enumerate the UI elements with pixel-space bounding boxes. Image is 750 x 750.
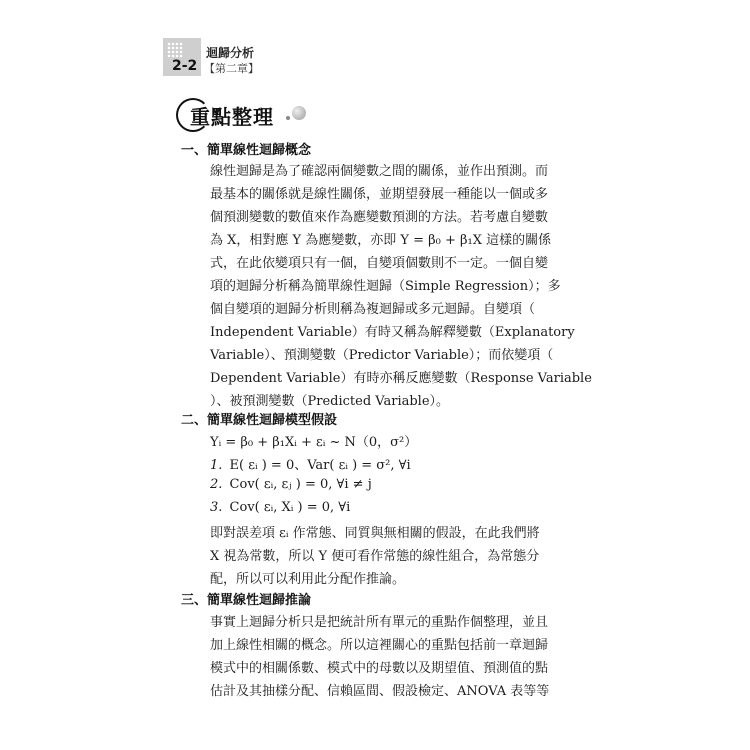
- paragraph-line: 項的迴歸分析稱為簡單線性迴歸（Simple Regression）；多: [210, 279, 561, 294]
- paragraph-line: 事實上迴歸分析只是把統計所有單元的重點作個整理，並且: [210, 615, 549, 630]
- paragraph-line: 最基本的關係就是線性關係，並期望發展一種能以一個或多: [210, 187, 549, 202]
- paragraph-line: 即對誤差項 εᵢ 作常態、同質與無相關的假設，在此我們將: [210, 526, 540, 541]
- paragraph-line: 配，所以可以利用此分配作推論。: [210, 572, 406, 587]
- model-formula: Yᵢ = β₀ + β₁Xᵢ + εᵢ ~ N（0，σ²）: [210, 435, 418, 450]
- assumption-1: [210, 454, 411, 473]
- assumption-number: 3.: [210, 500, 223, 515]
- paragraph-line: 為 X，相對應 Y 為應變數，亦即 Y = β₀ + β₁X 這樣的關係: [210, 233, 552, 248]
- paragraph-line: 加上線性相關的概念。所以這裡關心的重點包括前一章迴歸: [210, 638, 549, 653]
- paragraph-line: Independent Variable）有時又稱為解釋變數（Explanatory: [210, 325, 575, 340]
- assumption-formula: E( εᵢ ) = 0、Var( εᵢ ) = σ², ∀i: [229, 458, 411, 473]
- paragraph-line: Dependent Variable）有時亦稱反應變數（Response Variable: [210, 371, 592, 386]
- paragraph-line: ）、被預測變數（Predicted Variable）。: [210, 394, 450, 409]
- section-title-3: 三、簡單線性迴歸推論: [181, 593, 312, 608]
- paragraph-line: 式，在此依變項只有一個，自變項個數則不一定。一個自變: [210, 256, 549, 271]
- assumption-number: 1.: [210, 458, 223, 473]
- assumption-number: 2.: [210, 477, 223, 492]
- paragraph-line: 模式中的相關係數、模式中的母數以及期望值、預測值的點: [210, 661, 549, 676]
- assumption-2: [210, 477, 372, 492]
- assumption-formula: Cov( εᵢ, Xᵢ ) = 0, ∀i: [229, 500, 351, 515]
- chapter-title: 迴歸分析: [206, 46, 255, 60]
- page-number: 2-2: [172, 58, 198, 74]
- dot-icon: [292, 106, 306, 120]
- heading-title: 重點整理: [190, 105, 274, 129]
- small-dot-icon: [286, 116, 290, 120]
- grid-icon: [167, 42, 183, 58]
- paragraph-line: 個預測變數的數值來作為應變數預測的方法。若考慮自變數: [210, 210, 549, 225]
- assumption-3: [210, 500, 350, 515]
- paragraph-line: Variable）、預測變數（Predictor Variable）；而依變項（: [210, 348, 554, 363]
- chapter-subtitle: 【第二章】: [204, 62, 259, 75]
- paragraph-line: 線性迴歸是為了確認兩個變數之間的關係，並作出預測。而: [210, 164, 549, 179]
- assumption-formula: Cov( εᵢ, εⱼ ) = 0, ∀i ≠ j: [229, 477, 372, 492]
- paragraph-line: 估計及其抽樣分配、信賴區間、假設檢定、ANOVA 表等等: [210, 684, 550, 699]
- section-title-1: 一、簡單線性迴歸概念: [181, 143, 312, 158]
- paragraph-line: 個自變項的迴歸分析則稱為複迴歸或多元迴歸。自變項（: [210, 302, 536, 317]
- section-title-2: 二、簡單線性迴歸模型假設: [181, 413, 338, 428]
- paragraph-line: X 視為常數，所以 Y 便可看作常態的線性組合，為常態分: [210, 549, 540, 564]
